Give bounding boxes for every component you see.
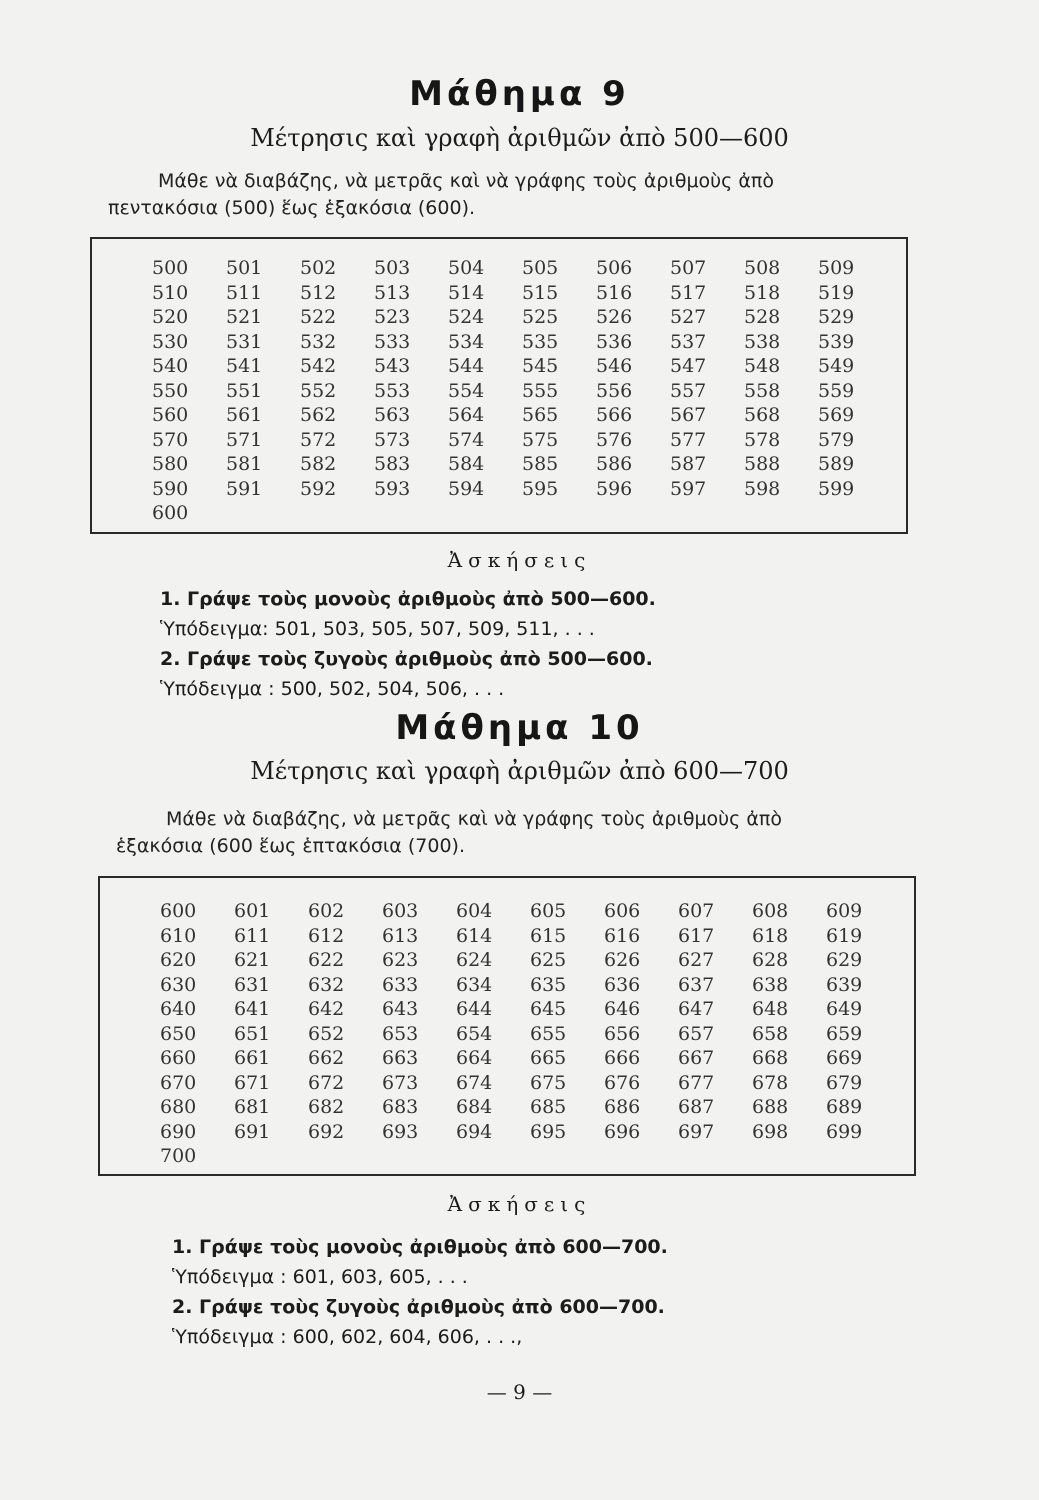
number-cell: 651 <box>234 1022 271 1045</box>
number-cell: 535 <box>522 330 559 353</box>
number-cell: 623 <box>382 949 419 971</box>
number-cell: 504 <box>448 257 485 279</box>
number-cell: 620 <box>160 949 197 971</box>
number-cell: 694 <box>456 1120 493 1143</box>
number-cell: 680 <box>160 1096 197 1118</box>
number-cell: 603 <box>382 900 419 922</box>
number-cell: 500 <box>152 257 189 279</box>
exercise-example: Ὑπόδειγμα : 500, 502, 504, 506, . . . <box>160 678 505 700</box>
number-cell: 666 <box>604 1047 641 1069</box>
number-cell: 624 <box>456 949 493 971</box>
number-cell: 512 <box>300 281 337 304</box>
number-cell: 584 <box>448 453 485 475</box>
number-cell: 563 <box>374 404 411 426</box>
number-cell: 636 <box>604 973 641 996</box>
number-cell: 627 <box>678 949 715 971</box>
number-cell: 537 <box>670 330 707 353</box>
number-cell: 503 <box>374 257 411 279</box>
number-cell: 600 <box>152 502 189 524</box>
number-cell: 523 <box>374 306 411 328</box>
number-cell: 683 <box>382 1096 419 1118</box>
number-cell: 501 <box>226 257 263 279</box>
number-cell: 508 <box>744 257 781 279</box>
number-cell: 546 <box>596 355 633 377</box>
number-cell: 652 <box>308 1022 345 1045</box>
number-cell: 518 <box>744 281 781 304</box>
lesson-9-intro <box>108 168 908 222</box>
number-cell: 673 <box>382 1071 419 1094</box>
number-cell: 555 <box>522 379 559 402</box>
number-cell: 591 <box>226 477 263 500</box>
exercise-instruction: 2. Γράψε τοὺς ζυγοὺς ἀριθμοὺς ἀπὸ 600—700. <box>172 1296 665 1318</box>
number-cell: 650 <box>160 1022 197 1045</box>
number-cell: 570 <box>152 428 189 451</box>
number-cell: 565 <box>522 404 559 426</box>
number-cell: 692 <box>308 1120 345 1143</box>
lesson-10-title: Μάθημα 10 <box>395 708 644 748</box>
number-cell: 594 <box>448 477 485 500</box>
number-cell: 528 <box>744 306 781 328</box>
number-cell: 608 <box>752 900 789 922</box>
number-cell: 578 <box>744 428 781 451</box>
number-cell: 596 <box>596 477 633 500</box>
number-cell: 671 <box>234 1071 271 1094</box>
number-cell: 695 <box>530 1120 567 1143</box>
number-cell: 601 <box>234 900 271 922</box>
lesson-10-intro <box>116 806 916 860</box>
exercise-example: Ὑπόδειγμα: 501, 503, 505, 507, 509, 511, . . . <box>160 618 595 640</box>
number-cell: 682 <box>308 1096 345 1118</box>
number-cell: 648 <box>752 998 789 1020</box>
number-cell: 619 <box>826 924 863 947</box>
number-cell: 538 <box>744 330 781 353</box>
number-cell: 531 <box>226 330 263 353</box>
number-cell: 520 <box>152 306 189 328</box>
number-cell: 543 <box>374 355 411 377</box>
number-cell: 687 <box>678 1096 715 1118</box>
number-cell: 676 <box>604 1071 641 1094</box>
number-cell: 509 <box>818 257 855 279</box>
number-cell: 643 <box>382 998 419 1020</box>
number-cell: 583 <box>374 453 411 475</box>
number-cell: 571 <box>226 428 263 451</box>
number-cell: 622 <box>308 949 345 971</box>
number-cell: 679 <box>826 1071 863 1094</box>
number-cell: 592 <box>300 477 337 500</box>
number-cell: 685 <box>530 1096 567 1118</box>
number-cell: 522 <box>300 306 337 328</box>
number-cell: 605 <box>530 900 567 922</box>
number-cell: 540 <box>152 355 189 377</box>
number-cell: 564 <box>448 404 485 426</box>
number-cell: 606 <box>604 900 641 922</box>
number-cell: 654 <box>456 1022 493 1045</box>
number-cell: 625 <box>530 949 567 971</box>
number-cell: 646 <box>604 998 641 1020</box>
number-cell: 639 <box>826 973 863 996</box>
number-cell: 502 <box>300 257 337 279</box>
number-cell: 588 <box>744 453 781 475</box>
number-cell: 510 <box>152 281 189 304</box>
lesson-9-exercises-heading: Ἀσκήσεις <box>447 548 592 572</box>
number-cell: 515 <box>522 281 559 304</box>
number-cell: 566 <box>596 404 633 426</box>
number-cell: 525 <box>522 306 559 328</box>
number-cell: 586 <box>596 453 633 475</box>
number-cell: 670 <box>160 1071 197 1094</box>
number-cell: 632 <box>308 973 345 996</box>
number-cell: 507 <box>670 257 707 279</box>
number-cell: 615 <box>530 924 567 947</box>
number-cell: 516 <box>596 281 633 304</box>
number-cell: 647 <box>678 998 715 1020</box>
lesson-10-intro-line-1: Μάθε νὰ διαβάζης, νὰ μετρᾶς καὶ νὰ γράφης τοὺς ἀριθμοὺς ἀπὸ <box>166 808 782 830</box>
number-cell: 609 <box>826 900 863 922</box>
number-cell: 575 <box>522 428 559 451</box>
number-cell: 611 <box>234 924 271 947</box>
lesson-9-intro-line-2: πεντακόσια (500) ἕως ἑξακόσια (600). <box>108 197 476 219</box>
number-cell: 548 <box>744 355 781 377</box>
number-cell: 556 <box>596 379 633 402</box>
number-cell: 618 <box>752 924 789 947</box>
number-cell: 539 <box>818 330 855 353</box>
number-cell: 561 <box>226 404 263 426</box>
number-cell: 691 <box>234 1120 271 1143</box>
number-cell: 511 <box>226 281 263 304</box>
number-cell: 527 <box>670 306 707 328</box>
number-cell: 613 <box>382 924 419 947</box>
exercise-example: Ὑπόδειγμα : 601, 603, 605, . . . <box>172 1266 468 1288</box>
lesson-10-subtitle: Μέτρησις καὶ γραφὴ ἀριθμῶν ἀπὸ 600—700 <box>250 757 789 785</box>
number-cell: 569 <box>818 404 855 426</box>
number-cell: 567 <box>670 404 707 426</box>
number-cell: 653 <box>382 1022 419 1045</box>
number-cell: 519 <box>818 281 855 304</box>
number-cell: 640 <box>160 998 197 1020</box>
number-cell: 597 <box>670 477 707 500</box>
number-cell: 628 <box>752 949 789 971</box>
number-cell: 645 <box>530 998 567 1020</box>
number-cell: 617 <box>678 924 715 947</box>
number-cell: 659 <box>826 1022 863 1045</box>
number-cell: 696 <box>604 1120 641 1143</box>
number-cell: 552 <box>300 379 337 402</box>
number-cell: 506 <box>596 257 633 279</box>
number-cell: 533 <box>374 330 411 353</box>
number-cell: 700 <box>160 1145 197 1167</box>
lesson-10-number-grid <box>160 900 900 1170</box>
number-cell: 557 <box>670 379 707 402</box>
number-cell: 585 <box>522 453 559 475</box>
number-cell: 536 <box>596 330 633 353</box>
number-cell: 699 <box>826 1120 863 1143</box>
number-cell: 593 <box>374 477 411 500</box>
number-cell: 602 <box>308 900 345 922</box>
number-cell: 513 <box>374 281 411 304</box>
number-cell: 551 <box>226 379 263 402</box>
number-cell: 574 <box>448 428 485 451</box>
number-cell: 589 <box>818 453 855 475</box>
number-cell: 524 <box>448 306 485 328</box>
lesson-10-exercises-heading: Ἀσκήσεις <box>447 1192 592 1216</box>
number-cell: 677 <box>678 1071 715 1094</box>
number-cell: 599 <box>818 477 855 500</box>
number-cell: 587 <box>670 453 707 475</box>
number-cell: 604 <box>456 900 493 922</box>
number-cell: 612 <box>308 924 345 947</box>
number-cell: 582 <box>300 453 337 475</box>
number-cell: 669 <box>826 1047 863 1069</box>
number-cell: 661 <box>234 1047 271 1069</box>
number-cell: 544 <box>448 355 485 377</box>
number-cell: 517 <box>670 281 707 304</box>
number-cell: 529 <box>818 306 855 328</box>
number-cell: 600 <box>160 900 197 922</box>
number-cell: 655 <box>530 1022 567 1045</box>
number-cell: 672 <box>308 1071 345 1094</box>
number-cell: 579 <box>818 428 855 451</box>
number-cell: 667 <box>678 1047 715 1069</box>
number-cell: 542 <box>300 355 337 377</box>
number-cell: 576 <box>596 428 633 451</box>
number-cell: 629 <box>826 949 863 971</box>
number-cell: 665 <box>530 1047 567 1069</box>
number-cell: 572 <box>300 428 337 451</box>
number-cell: 598 <box>744 477 781 500</box>
number-cell: 547 <box>670 355 707 377</box>
number-cell: 678 <box>752 1071 789 1094</box>
number-cell: 550 <box>152 379 189 402</box>
number-cell: 658 <box>752 1022 789 1045</box>
number-cell: 675 <box>530 1071 567 1094</box>
exercise-example: Ὑπόδειγμα : 600, 602, 604, 606, . . ., <box>172 1326 523 1348</box>
number-cell: 614 <box>456 924 493 947</box>
number-cell: 526 <box>596 306 633 328</box>
number-cell: 642 <box>308 998 345 1020</box>
number-cell: 562 <box>300 404 337 426</box>
number-cell: 684 <box>456 1096 493 1118</box>
number-cell: 630 <box>160 973 197 996</box>
number-cell: 688 <box>752 1096 789 1118</box>
lesson-9-intro-line-1: Μάθε νὰ διαβάζης, νὰ μετρᾶς καὶ νὰ γράφης τοὺς ἀριθμοὺς ἀπὸ <box>158 170 774 192</box>
number-cell: 689 <box>826 1096 863 1118</box>
lesson-10-number-table <box>98 876 916 1176</box>
number-cell: 621 <box>234 949 271 971</box>
number-cell: 697 <box>678 1120 715 1143</box>
number-cell: 549 <box>818 355 855 377</box>
number-cell: 633 <box>382 973 419 996</box>
number-cell: 674 <box>456 1071 493 1094</box>
number-cell: 660 <box>160 1047 197 1069</box>
number-cell: 638 <box>752 973 789 996</box>
lesson-9-number-table <box>90 237 908 534</box>
number-cell: 693 <box>382 1120 419 1143</box>
number-cell: 560 <box>152 404 189 426</box>
number-cell: 505 <box>522 257 559 279</box>
number-cell: 662 <box>308 1047 345 1069</box>
lesson-9-subtitle: Μέτρησις καὶ γραφὴ ἀριθμῶν ἀπὸ 500—600 <box>250 124 789 152</box>
number-cell: 626 <box>604 949 641 971</box>
number-cell: 641 <box>234 998 271 1020</box>
number-cell: 656 <box>604 1022 641 1045</box>
number-cell: 649 <box>826 998 863 1020</box>
number-cell: 616 <box>604 924 641 947</box>
number-cell: 698 <box>752 1120 789 1143</box>
number-cell: 532 <box>300 330 337 353</box>
number-cell: 534 <box>448 330 485 353</box>
number-cell: 610 <box>160 924 197 947</box>
number-cell: 635 <box>530 973 567 996</box>
number-cell: 581 <box>226 453 263 475</box>
number-cell: 634 <box>456 973 493 996</box>
exercise-instruction: 2. Γράψε τοὺς ζυγοὺς ἀριθμοὺς ἀπὸ 500—600. <box>160 648 653 670</box>
lesson-10-intro-line-2: ἑξακόσια (600 ἕως ἑπτακόσια (700). <box>116 835 465 857</box>
number-cell: 559 <box>818 379 855 402</box>
number-cell: 514 <box>448 281 485 304</box>
number-cell: 545 <box>522 355 559 377</box>
number-cell: 553 <box>374 379 411 402</box>
number-cell: 558 <box>744 379 781 402</box>
number-cell: 573 <box>374 428 411 451</box>
number-cell: 664 <box>456 1047 493 1069</box>
number-cell: 580 <box>152 453 189 475</box>
number-cell: 663 <box>382 1047 419 1069</box>
number-cell: 686 <box>604 1096 641 1118</box>
number-cell: 631 <box>234 973 271 996</box>
lesson-9-title: Μάθημα 9 <box>409 74 630 114</box>
number-cell: 668 <box>752 1047 789 1069</box>
exercise-instruction: 1. Γράψε τοὺς μονοὺς ἀριθμοὺς ἀπὸ 600—700. <box>172 1236 668 1258</box>
number-cell: 690 <box>160 1120 197 1143</box>
number-cell: 595 <box>522 477 559 500</box>
number-cell: 530 <box>152 330 189 353</box>
number-cell: 521 <box>226 306 263 328</box>
number-cell: 607 <box>678 900 715 922</box>
number-cell: 554 <box>448 379 485 402</box>
number-cell: 644 <box>456 998 493 1020</box>
number-cell: 637 <box>678 973 715 996</box>
number-cell: 541 <box>226 355 263 377</box>
lesson-9-number-grid <box>152 257 892 527</box>
number-cell: 657 <box>678 1022 715 1045</box>
number-cell: 590 <box>152 477 189 500</box>
number-cell: 681 <box>234 1096 271 1118</box>
number-cell: 577 <box>670 428 707 451</box>
exercise-instruction: 1. Γράψε τοὺς μονοὺς ἀριθμοὺς ἀπὸ 500—600. <box>160 588 656 610</box>
number-cell: 568 <box>744 404 781 426</box>
page-number: — 9 — <box>486 1380 553 1404</box>
